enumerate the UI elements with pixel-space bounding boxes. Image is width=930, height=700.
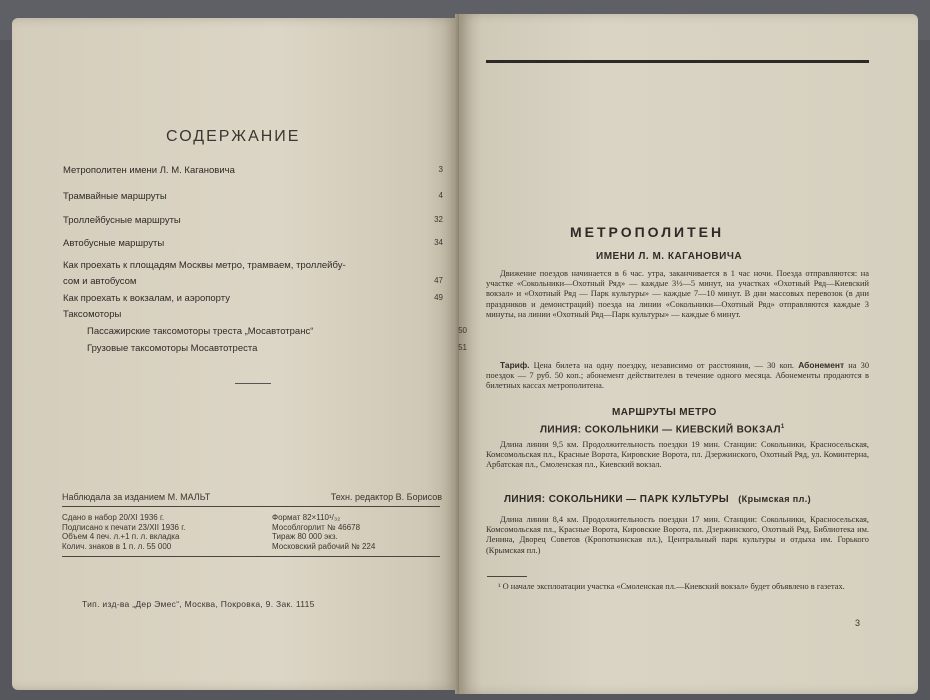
line2-title-extra: (Крымская пл.) [738, 494, 812, 504]
toc-entry-page: 34 [434, 238, 443, 247]
imprint-line: Тираж 80 000 экз. [272, 532, 338, 541]
line1-title-text: ЛИНИЯ: СОКОЛЬНИКИ — КИЕВСКИЙ ВОКЗАЛ [540, 424, 781, 436]
tariff-label: Тариф. [500, 360, 530, 370]
page-number: 3 [855, 618, 861, 628]
toc-entry-page: 3 [438, 165, 443, 174]
toc-entry-label: Метрополитен имени Л. М. Кагановича [63, 165, 235, 176]
line1-description: Длина линии 9,5 км. Продолжительность поездки 19 мин. Станции: Сокольники, Красносельская, Комсомольская пл., Красные Ворота, Кировские Ворота, пл. Дзержинского, Охотный Ряд, ул. Коминтерна, Арбатская пл., Смоленская пл., Киевский вокзал. [486, 440, 869, 470]
abonement-text: на 30 поездок — 7 руб. 50 коп.; абонемент действителен в течение одного месяца. Абонементы продаются в билетных кассах метрополитена. [486, 361, 870, 391]
page-subtitle: ИМЕНИ Л. М. КАГАНОВИЧА [596, 251, 743, 262]
paragraph-schedule: Движение поездов начинается в 6 час. утра, заканчивается в 1 час ночи. Поезда отправляются: на участке «Сокольники—Охотный Ряд» — каждые 3½—5 минут, на участках «Охотный Ряд—Киевский вокзал» и «Охотный Ряд — Парк культуры» — каждые 7—10 минут. В дни массовых перевозок (в дни праздников и демонстраций) поезда на линии «Сокольники—Охотный Ряд» отправляются каждые 3 минуты, на линии «Охотный Ряд—Парк культуры» — каждые 6 минут. [486, 269, 869, 319]
imprint-column [62, 513, 262, 551]
divider [62, 556, 440, 557]
toc-entry [63, 276, 443, 287]
section-title-routes: МАРШРУТЫ МЕТРО [612, 407, 717, 418]
abonement-label: Абонемент [798, 360, 845, 370]
toc-entry-label: Автобусные маршруты [63, 238, 165, 249]
toc-entry [63, 191, 443, 202]
toc-entry [63, 343, 467, 354]
toc-entry-label: Троллейбусные маршруты [63, 215, 181, 226]
toc-entry-page: 50 [458, 326, 467, 335]
toc-entry-label: Как проехать к вокзалам, и аэропорту [63, 293, 230, 304]
toc-entry-page: 32 [434, 215, 443, 224]
supervisor-credit: Наблюдала за изданием М. МАЛЬТ [62, 492, 211, 502]
toc-entry [63, 215, 443, 226]
divider [235, 383, 271, 384]
left-page [12, 18, 457, 690]
imprint-line: Объем 4 печ. л.+1 п. л. вкладка [62, 532, 180, 541]
imprint-column [272, 513, 442, 551]
footnote: ¹ О начале эксплоатации участка «Смоленская пл.—Киевский вокзал» будет объявлено в газетах. [498, 582, 845, 591]
toc-entry-page: 49 [434, 293, 443, 302]
toc-entry-page: 47 [434, 276, 443, 285]
page-title: МЕТРОПОЛИТЕН [570, 224, 725, 240]
paragraph-tariff [486, 360, 869, 392]
printer-line: Тип. изд-ва „Дер Эмес“, Москва, Покровка, 9. Зак. 1115 [82, 599, 315, 609]
tech-editor-credit: Техн. редактор В. Борисов [330, 492, 442, 502]
line1-title [540, 424, 785, 435]
toc-entry [63, 293, 443, 304]
toc-heading: СОДЕРЖАНИЕ [166, 128, 301, 145]
imprint-line: Московский рабочий № 224 [272, 541, 376, 551]
line2-description: Длина линии 8,4 км. Продолжительность поездки 17 мин. Станции: Сокольники, Красносельская, Комсомольская пл., Красные Ворота, Кировские Ворота, пл. Дзержинского, Охотный Ряд, Библиотека им. Ленина, Дворец Советов (Кропоткинская пл.), Центральный парк культуры и отдыха им. Горького (Крымская пл.) [486, 515, 869, 555]
line2-title [504, 494, 811, 505]
toc-entry [63, 165, 443, 176]
divider [62, 506, 440, 507]
toc-entry-label: Трамвайные маршруты [63, 191, 167, 202]
toc-entry [63, 238, 443, 249]
toc-entry [63, 326, 467, 337]
toc-entry-page: 51 [458, 343, 467, 352]
imprint-line: Подписано к печати 23/XII 1936 г. [62, 522, 186, 532]
imprint-line: Сдано в набор 20/XI 1936 г. [62, 513, 165, 522]
toc-entry-label: Пассажирские таксомоторы треста „Мосавтотранс“ [87, 326, 314, 337]
toc-entry-label: Таксомоторы [63, 309, 122, 320]
line2-title-text: ЛИНИЯ: СОКОЛЬНИКИ — ПАРК КУЛЬТУРЫ [504, 494, 730, 505]
toc-entry-label: Как проехать к площадям Москвы метро, трамваем, троллейбу- [63, 260, 346, 271]
toc-entry-page: 4 [438, 191, 443, 200]
toc-entry-label: Грузовые таксомоторы Мосавтотреста [87, 343, 258, 354]
toc-entry-label-cont: сом и автобусом [63, 276, 137, 287]
toc-entry [63, 260, 443, 271]
imprint-line: Мособлгорлит № 46678 [272, 522, 361, 532]
footnote-rule [487, 576, 527, 577]
tariff-text: Цена билета на одну поездку, независимо от расстояния, — 30 коп. [533, 361, 795, 370]
imprint-line: Колич. знаков в 1 п. л. 55 000 [62, 541, 172, 551]
header-rule [486, 60, 869, 63]
toc-entry [63, 309, 443, 320]
footnote-marker: 1 [780, 424, 785, 430]
imprint-line: Формат 82×110¹/₃₂ [272, 513, 341, 522]
